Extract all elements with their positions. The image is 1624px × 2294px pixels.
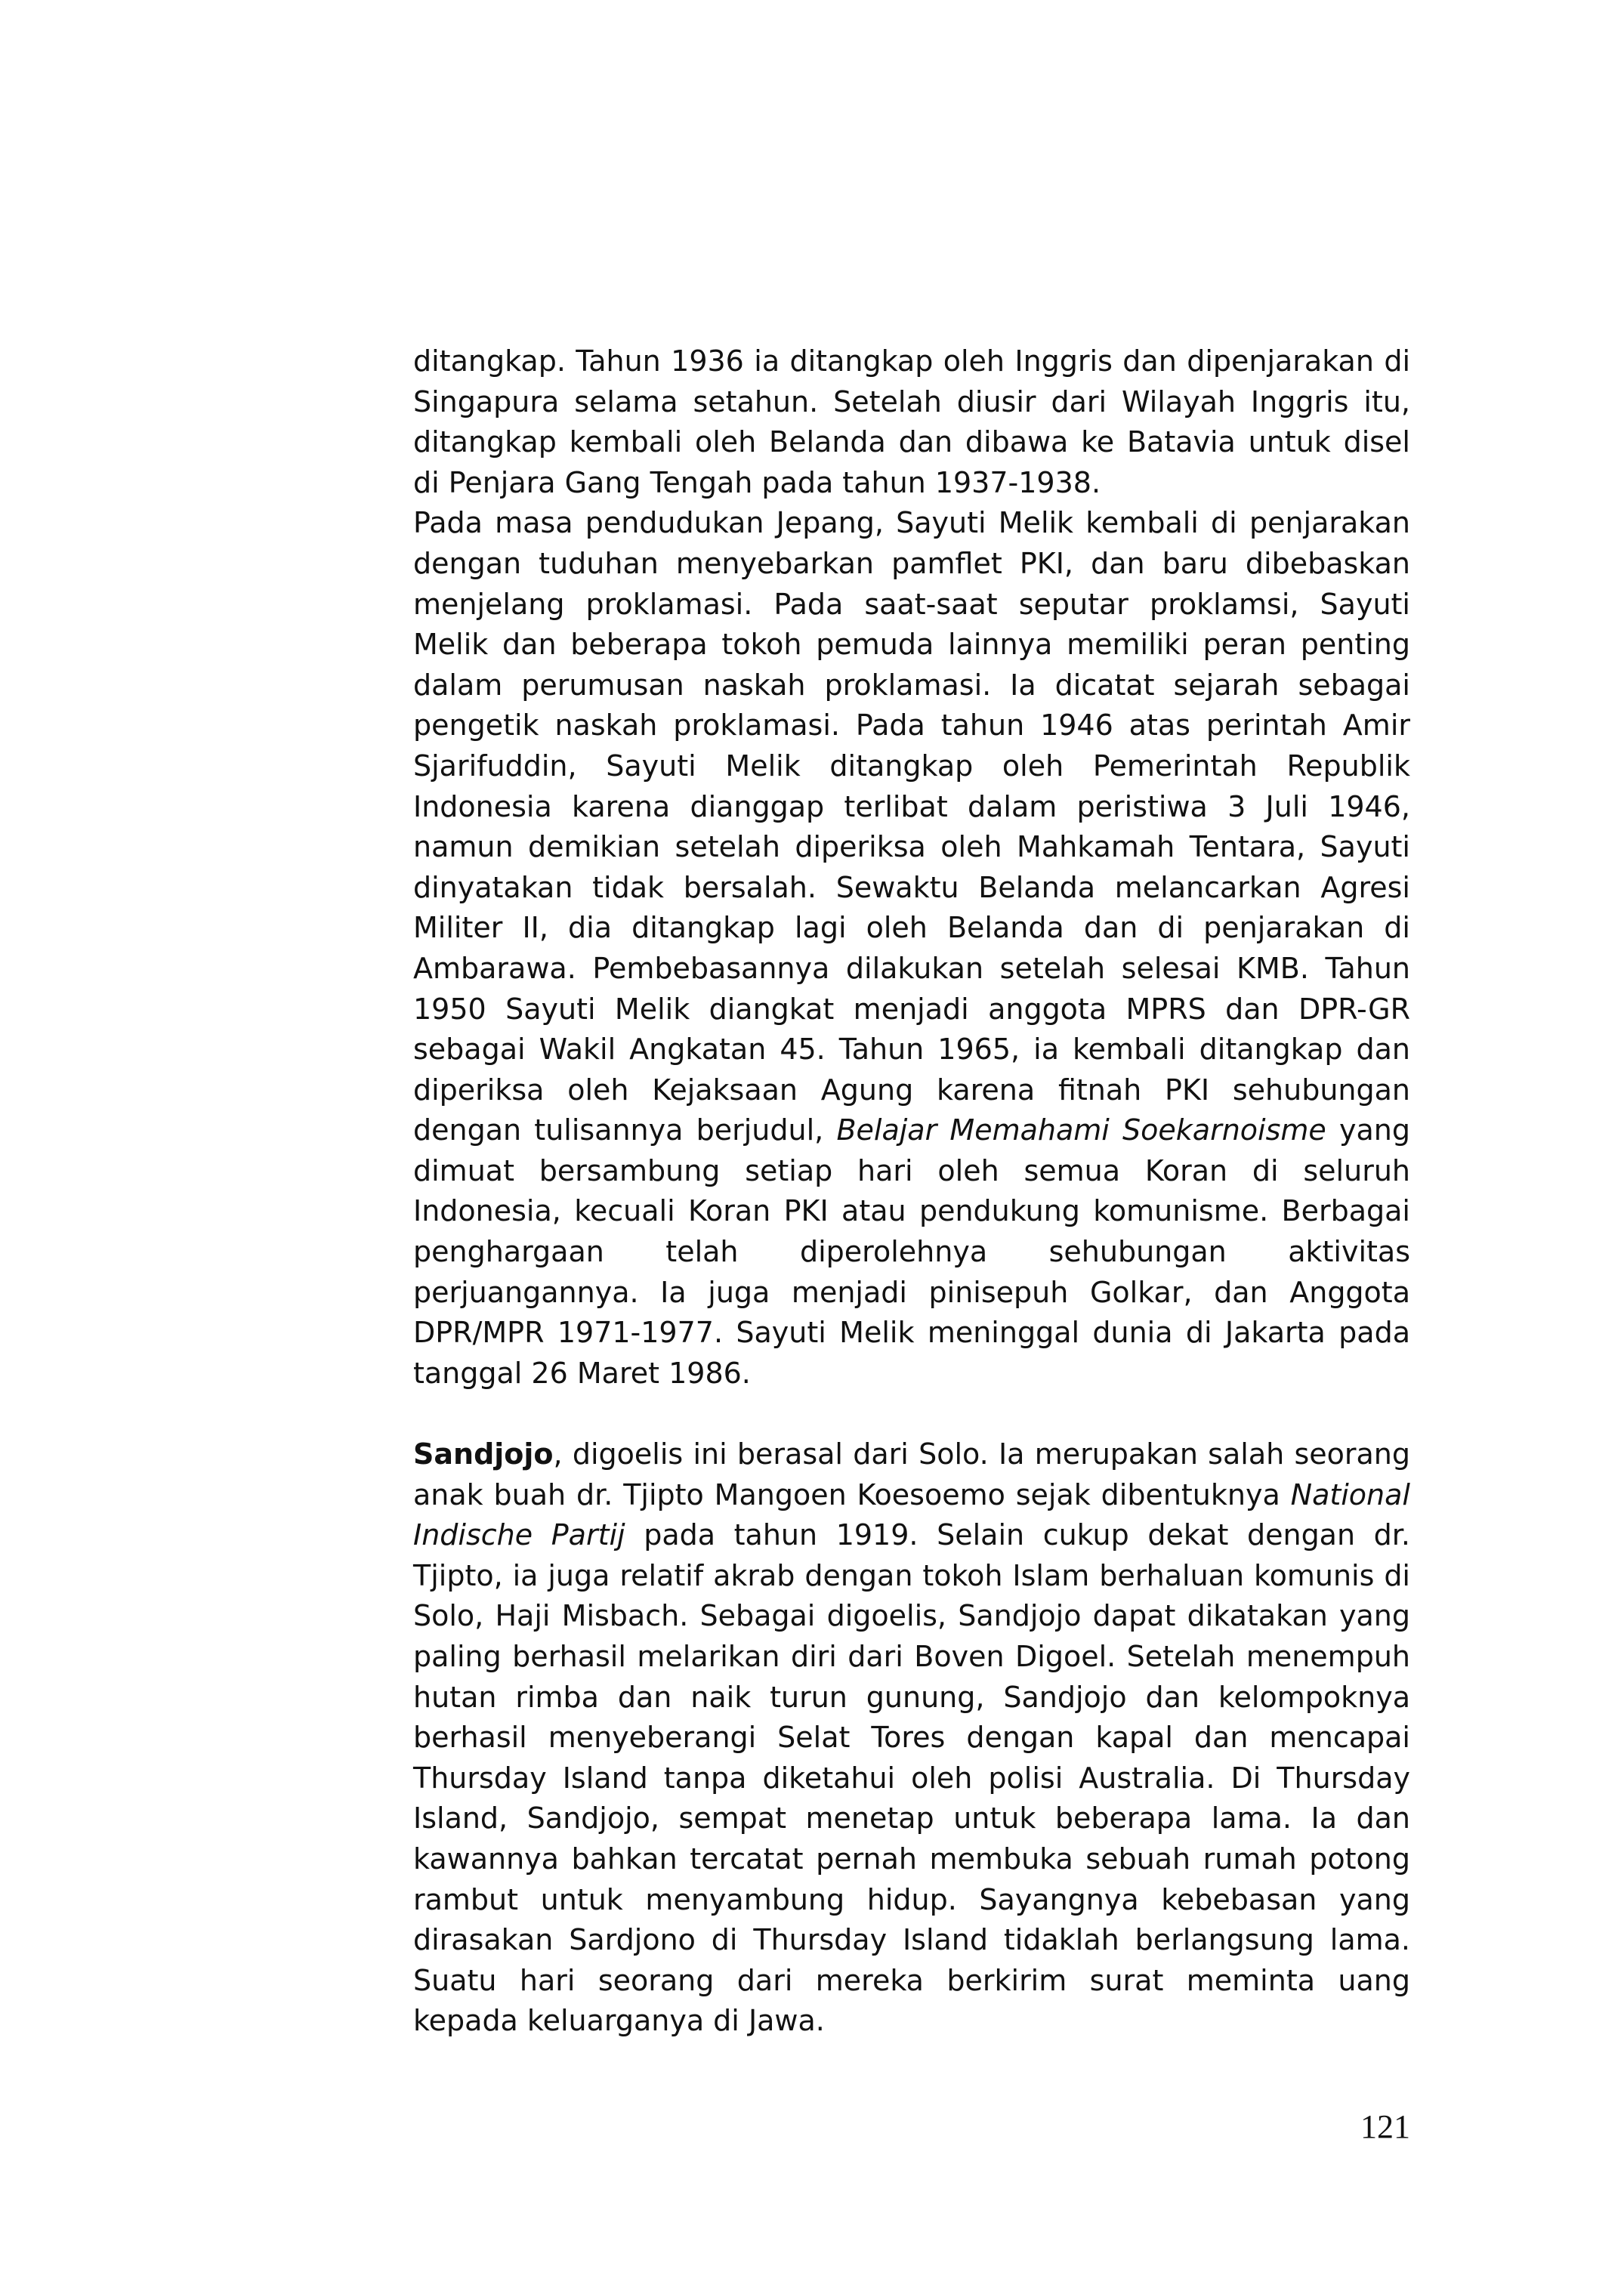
paragraph-text: ditangkap. Tahun 1936 ia ditangkap oleh Inggris dan dipenjarakan di Singapura selama setahun. Setelah diusir dari Wilayah Inggris itu, ditangkap kembali oleh Belanda dan dibawa ke Batavia untuk disel di Penjara Gang Tengah pada tahun 1937-1938. (413, 344, 1410, 499)
person-name: Sandjojo (413, 1437, 554, 1471)
party-name: National Indische Partij (413, 1477, 1410, 1552)
paragraph-sandjojo (413, 1434, 1410, 2042)
book-title: Belajar Memahami Soekarnoisme (836, 1113, 1326, 1147)
body-text (413, 341, 1410, 2042)
paragraph-sayuti-arrests (413, 341, 1410, 503)
paragraph-spacer (413, 1394, 1410, 1434)
page-number: 121 (1360, 2108, 1410, 2145)
paragraph-text: Pada masa pendudukan Jepang, Sayuti Melik kembali di penjarakan dengan tuduhan menyebarkan pamflet PKI, dan baru dibebaskan menjelang proklamasi. Pada saat-saat seputar proklamsi, Sayuti Melik dan beberapa tokoh pemuda lainnya memiliki peran penting dalam perumusan naskah proklamasi. Ia dicatat sejarah sebagai pengetik naskah proklamasi. Pada tahun 1946 atas perintah Amir Sjarifuddin, Sayuti Melik ditangkap oleh Pemerintah Republik Indonesia karena dianggap terlibat dalam peristiwa 3 Juli 1946, namun demikian setelah diperiksa oleh Mahkamah Tentara, Sayuti dinyatakan tidak bersalah. Sewaktu Belanda melancarkan Agresi Militer II, dia ditangkap lagi oleh Belanda dan di penjarakan di Ambarawa. Pembebasannya dilakukan setelah selesai KMB. Tahun 1950 Sayuti Melik diangkat menjadi anggota MPRS dan DPR-GR sebagai Wakil Angkatan 45. Tahun 1965, ia kembali ditangkap dan diperiksa oleh Kejaksaan Agung karena fitnah PKI sehubungan dengan tulisannya berjudul, (413, 506, 1410, 1147)
paragraph-text: pada tahun 1919. Selain cukup dekat dengan dr. Tjipto, ia juga relatif akrab dengan tokoh Islam berhaluan komunis di Solo, Haji Misbach. Sebagai digoelis, Sandjojo dapat dikatakan yang paling berhasil melarikan diri dari Boven Digoel. Setelah menempuh hutan rimba dan naik turun gunung, Sandjojo dan kelompoknya berhasil menyeberangi Selat Tores dengan kapal dan mencapai Thursday Island tanpa diketahui oleh polisi Australia. Di Thursday Island, Sandjojo, sempat menetap untuk beberapa lama. Ia dan kawannya bahkan tercatat pernah membuka sebuah rumah potong rambut untuk menyambung hidup. Sayangnya kebebasan yang dirasakan Sardjono di Thursday Island tidaklah berlangsung lama. Suatu hari seorang dari mereka berkirim surat meminta uang kepada keluarganya di Jawa. (413, 1518, 1411, 2038)
paragraph-text: yang dimuat bersambung setiap hari oleh semua Koran di seluruh Indonesia, kecuali Koran PKI atau pendukung komunisme. Berbagai penghargaan telah diperolehnya sehubungan aktivitas perjuangannya. Ia juga menjadi pinisepuh Golkar, dan Anggota DPR/MPR 1971-1977. Sayuti Melik meninggal dunia di Jakarta pada tanggal 26 Maret 1986. (413, 1113, 1411, 1390)
paragraph-sayuti-biography (413, 503, 1410, 1394)
paragraph-text: , digoelis ini berasal dari Solo. Ia merupakan salah seorang anak buah dr. Tjipto Mangoen Koesoemo sejak dibentuknya (413, 1437, 1410, 1511)
